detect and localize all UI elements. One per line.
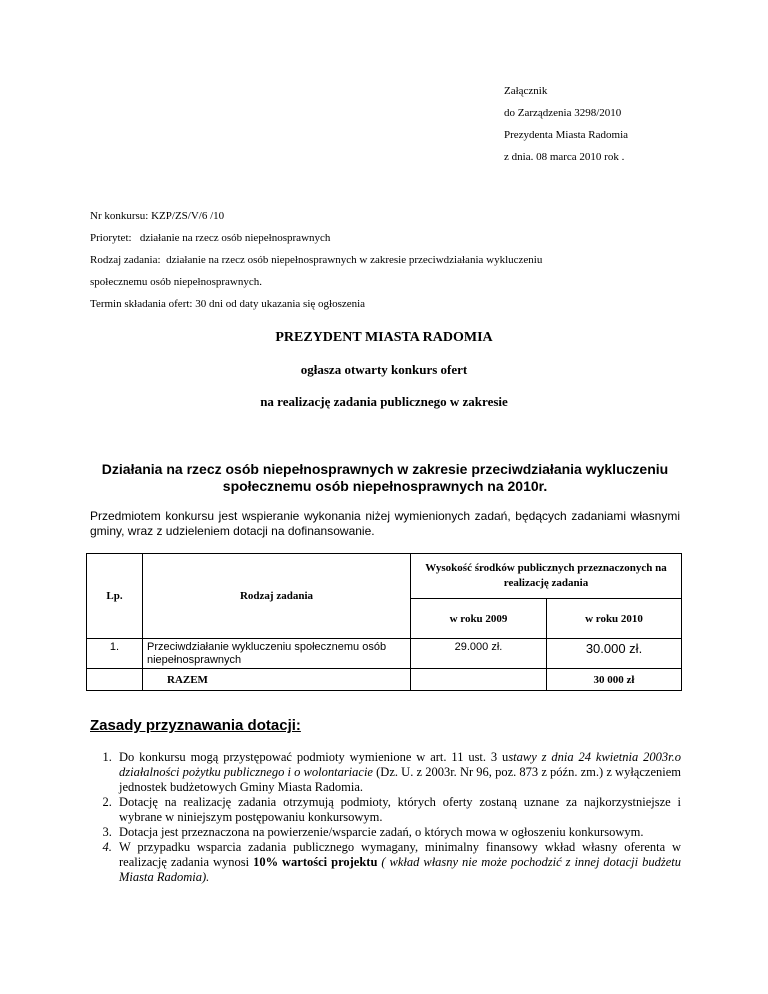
rule-item-2: 2. Dotację na realizację zadania otrzymują podmioty, których oferty zostaną uznane za najkorzystniejsze i wybrane w niniejszym postępowaniu konkursowym. [115, 795, 681, 825]
total-2010: 30 000 zł [547, 669, 682, 691]
intro-paragraph: Przedmiotem konkursu jest wspieranie wykonania niżej wymienionych zadań, będących zadaniami własnymi gminy, wraz z udzieleniem dotacji na dofinansowanie. [90, 509, 680, 538]
row-lp: 1. [87, 639, 143, 669]
header-lp: Lp. [87, 554, 143, 639]
announcement-scope: na realizację zadania publicznego w zakresie [260, 394, 508, 409]
contest-number: Nr konkursu: KZP/ZS/V/6 /10 [90, 210, 225, 222]
announcement-subtitle: ogłasza otwarty konkurs ofert [300, 362, 468, 377]
table-row [87, 639, 682, 669]
total-lp-empty [87, 669, 143, 691]
priority [90, 227, 710, 249]
rule-item-3: 3. Dotacja jest przeznaczona na powierzenie/wsparcie zadań, o których mowa w ogłoszeniu konkursowym. [115, 825, 681, 840]
header-2009: w roku 2009 [411, 599, 547, 639]
task-type-label: Rodzaj zadania: [90, 254, 161, 266]
announcer-title: PREZYDENT MIASTA RADOMIA [275, 330, 493, 345]
task-type-continuation: społecznemu osób niepełnosprawnych. [90, 276, 262, 288]
annex-line-4: z dnia. 08 marca 2010 rok . [504, 151, 625, 163]
own-contribution: 10% wartości projektu [253, 855, 378, 869]
row-task: Przeciwdziałanie wykluczeniu społecznemu osób niepełnosprawnych [143, 639, 411, 669]
header-2010: w roku 2010 [547, 599, 682, 639]
header-funds: Wysokość środków publicznych przeznaczonych na realizację zadania [411, 554, 682, 599]
annex-line-1: Załącznik [504, 85, 548, 97]
submission-deadline: Termin składania ofert: 30 dni od daty ukazania się ogłoszenia [90, 298, 366, 310]
rule-item-1: 1. Do konkursu mogą przystępować podmioty wymienione w art. 11 ust. 3 ustawy z dnia 24 kwietnia 2003r.o działalności pożytku publicznego i o wolontariacie (Dz. U. z 2003r. Nr 96, poz. 873 z późn. zm.) z wyłączeniem jednostek budżetowych Gminy Miasta Radomia. [115, 750, 681, 795]
annex-line-2: do Zarządzenia 3298/2010 [504, 107, 622, 119]
contest-metadata [90, 205, 710, 315]
task-type [90, 249, 710, 271]
annex-block [504, 80, 628, 168]
rule-item-4: 4. W przypadku wsparcia zadania publicznego wymagany, minimalny finansowy wkład własny oferenta w realizację zadania wynosi 10% wartości projektu ( wkład własny nie może pochodzić z innej dotacji budżetu Miasta Radomia). [115, 840, 681, 885]
table-header-row [87, 554, 682, 599]
row-2010: 30.000 zł. [547, 639, 682, 669]
task-title: Działania na rzecz osób niepełnosprawnych w zakresie przeciwdziałania wykluczeniu społecznemu osób niepełnosprawnych na 2010r. [101, 461, 669, 494]
annex-line-3: Prezydenta Miasta Radomia [504, 129, 629, 141]
funds-table [86, 553, 682, 691]
total-label: RAZEM [143, 669, 411, 691]
rules-title: Zasady przyznawania dotacji: [90, 717, 301, 734]
table-total-row [87, 669, 682, 691]
priority-label: Priorytet: [90, 232, 132, 244]
priority-value: działanie na rzecz osób niepełnosprawnych [139, 232, 331, 244]
task-type-value: działanie na rzecz osób niepełnosprawnych w zakresie przeciwdziałania wykluczeniu [166, 254, 543, 266]
row-2009: 29.000 zł. [411, 639, 547, 669]
header-task: Rodzaj zadania [143, 554, 411, 639]
rules-list [90, 750, 681, 885]
act-reference: stawy z dnia 24 kwietnia 2003r.o działalności pożytku publicznego i o wolontariacie [119, 750, 681, 779]
total-2009-empty [411, 669, 547, 691]
